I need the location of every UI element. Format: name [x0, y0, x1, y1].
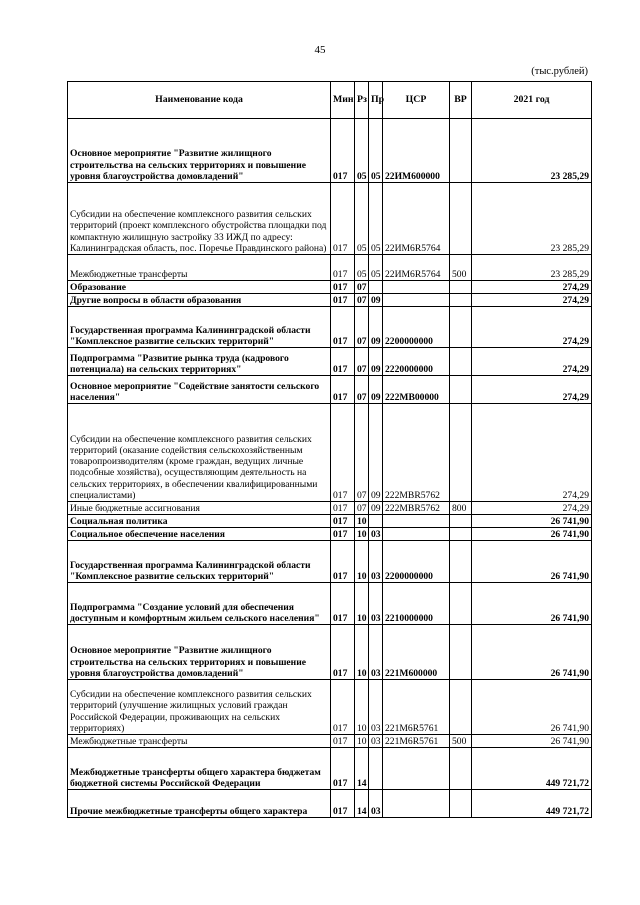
cell-pr: 09: [369, 294, 383, 307]
cell-rz: 07: [355, 281, 369, 294]
cell-rz: 07: [355, 307, 369, 348]
cell-pr: 03: [369, 790, 383, 818]
cell-rz: 07: [355, 502, 369, 515]
cell-pr: 03: [369, 541, 383, 583]
table-row: [68, 541, 592, 583]
cell-name: Основное мероприятие "Развитие жилищного строительства на сельских территориях и повышение уровня благоустройства домовладений": [68, 119, 331, 183]
cell-min: 017: [331, 680, 355, 735]
table-row: [68, 583, 592, 625]
cell-min: 017: [331, 735, 355, 748]
cell-min: 017: [331, 119, 355, 183]
cell-csr: 221М600000: [383, 625, 450, 680]
cell-amount: 23 285,29: [472, 183, 592, 255]
cell-vr: [450, 790, 472, 818]
cell-amount: 26 741,90: [472, 541, 592, 583]
cell-vr: [450, 183, 472, 255]
cell-amount: 26 741,90: [472, 528, 592, 541]
cell-min: 017: [331, 404, 355, 502]
cell-vr: [450, 528, 472, 541]
table-row: [68, 294, 592, 307]
cell-rz: 07: [355, 376, 369, 404]
cell-pr: 09: [369, 404, 383, 502]
cell-pr: 05: [369, 255, 383, 281]
table-row: [68, 376, 592, 404]
cell-vr: [450, 307, 472, 348]
cell-amount: 274,29: [472, 348, 592, 376]
cell-name: Межбюджетные трансферты: [68, 735, 331, 748]
table-body: [68, 119, 592, 818]
cell-vr: [450, 119, 472, 183]
cell-rz: 07: [355, 294, 369, 307]
cell-vr: [450, 376, 472, 404]
cell-pr: 03: [369, 680, 383, 735]
cell-vr: [450, 625, 472, 680]
cell-min: 017: [331, 294, 355, 307]
cell-amount: 274,29: [472, 502, 592, 515]
table-row: [68, 515, 592, 528]
cell-min: 017: [331, 281, 355, 294]
cell-name: Прочие межбюджетные трансферты общего характера: [68, 790, 331, 818]
table-row: [68, 119, 592, 183]
cell-min: 017: [331, 376, 355, 404]
cell-min: 017: [331, 625, 355, 680]
cell-name: Образование: [68, 281, 331, 294]
cell-pr: 05: [369, 119, 383, 183]
cell-csr: [383, 790, 450, 818]
cell-min: 017: [331, 307, 355, 348]
cell-csr: 222МВR5762: [383, 502, 450, 515]
cell-rz: 10: [355, 541, 369, 583]
cell-rz: 14: [355, 790, 369, 818]
cell-amount: 26 741,90: [472, 680, 592, 735]
cell-rz: 10: [355, 583, 369, 625]
table-row: [68, 735, 592, 748]
cell-vr: [450, 583, 472, 625]
cell-amount: 26 741,90: [472, 735, 592, 748]
cell-pr: 03: [369, 625, 383, 680]
cell-name: Государственная программа Калининградской области "Комплексное развитие сельских территорий": [68, 307, 331, 348]
cell-name: Основное мероприятие "Развитие жилищного строительства на сельских территориях и повышение уровня благоустройства домовладений": [68, 625, 331, 680]
cell-pr: 03: [369, 528, 383, 541]
cell-min: 017: [331, 790, 355, 818]
cell-csr: 221М6R5761: [383, 735, 450, 748]
cell-min: 017: [331, 183, 355, 255]
cell-csr: 2200000000: [383, 307, 450, 348]
units-label: (тыс.рублей): [531, 66, 588, 77]
cell-pr: 05: [369, 183, 383, 255]
cell-name: Социальная политика: [68, 515, 331, 528]
cell-csr: [383, 528, 450, 541]
cell-pr: [369, 281, 383, 294]
table-row: [68, 183, 592, 255]
table-row: [68, 281, 592, 294]
cell-min: 017: [331, 541, 355, 583]
header-csr: ЦСР: [383, 82, 450, 119]
cell-name: Субсидии на обеспечение комплексного развития сельских территорий (улучшение жилищных условий граждан Российской Федерации, проживающих на сельских территориях): [68, 680, 331, 735]
cell-rz: 10: [355, 528, 369, 541]
table-row: [68, 528, 592, 541]
cell-rz: 05: [355, 119, 369, 183]
cell-min: 017: [331, 348, 355, 376]
cell-vr: [450, 281, 472, 294]
cell-rz: 10: [355, 515, 369, 528]
cell-csr: 22ИМ6R5764: [383, 183, 450, 255]
cell-min: 017: [331, 748, 355, 790]
cell-name: Субсидии на обеспечение комплексного развития сельских территорий (оказание содействия сельскохозяйственным товаропроизводителям (кроме граждан, ведущих личные подсобные хозяйства), осуществляющим деятельность на сельских территориях, в обеспечении квалифицированными специалистами): [68, 404, 331, 502]
cell-vr: [450, 541, 472, 583]
cell-min: 017: [331, 528, 355, 541]
cell-rz: 07: [355, 348, 369, 376]
cell-csr: 221М6R5761: [383, 680, 450, 735]
header-min: Мин: [331, 82, 355, 119]
cell-min: 017: [331, 502, 355, 515]
cell-vr: [450, 294, 472, 307]
cell-rz: 10: [355, 680, 369, 735]
table-header-row: [68, 82, 592, 119]
cell-pr: 03: [369, 583, 383, 625]
table-row: [68, 790, 592, 818]
cell-name: Подпрограмма "Создание условий для обеспечения доступным и комфортным жильем сельского населения": [68, 583, 331, 625]
header-pr: Пр: [369, 82, 383, 119]
cell-name: Иные бюджетные ассигнования: [68, 502, 331, 515]
page-number: 45: [314, 44, 326, 56]
cell-amount: 26 741,90: [472, 515, 592, 528]
cell-vr: [450, 348, 472, 376]
table-row: [68, 307, 592, 348]
cell-vr: 500: [450, 255, 472, 281]
cell-name: Субсидии на обеспечение комплексного развития сельских территорий (проект комплексного обустройства площадки под компактную жилищную застройку 33 ИЖД по адресу: Калининградская область, пос. Поречье Правдинского района): [68, 183, 331, 255]
cell-csr: [383, 294, 450, 307]
cell-rz: 14: [355, 748, 369, 790]
header-rz: Рз: [355, 82, 369, 119]
cell-pr: 09: [369, 348, 383, 376]
cell-vr: [450, 404, 472, 502]
cell-csr: 2210000000: [383, 583, 450, 625]
cell-min: 017: [331, 515, 355, 528]
cell-amount: 23 285,29: [472, 119, 592, 183]
cell-name: Социальное обеспечение населения: [68, 528, 331, 541]
cell-rz: 07: [355, 404, 369, 502]
cell-pr: 09: [369, 307, 383, 348]
cell-name: Межбюджетные трансферты общего характера бюджетам бюджетной системы Российской Федерации: [68, 748, 331, 790]
cell-csr: [383, 748, 450, 790]
cell-name: Основное мероприятие "Содействие занятости сельского населения": [68, 376, 331, 404]
cell-amount: 274,29: [472, 281, 592, 294]
table-row: [68, 255, 592, 281]
cell-name: Межбюджетные трансферты: [68, 255, 331, 281]
cell-amount: 274,29: [472, 294, 592, 307]
cell-amount: 274,29: [472, 404, 592, 502]
cell-rz: 10: [355, 625, 369, 680]
cell-amount: 274,29: [472, 376, 592, 404]
cell-rz: 05: [355, 255, 369, 281]
cell-csr: 222МВR5762: [383, 404, 450, 502]
cell-csr: 22ИМ600000: [383, 119, 450, 183]
cell-vr: [450, 680, 472, 735]
cell-pr: [369, 748, 383, 790]
cell-rz: 10: [355, 735, 369, 748]
cell-csr: 2220000000: [383, 348, 450, 376]
header-name: Наименование кода: [68, 82, 331, 119]
cell-csr: 22ИМ6R5764: [383, 255, 450, 281]
cell-vr: 500: [450, 735, 472, 748]
cell-csr: 222МВ00000: [383, 376, 450, 404]
cell-amount: 274,29: [472, 307, 592, 348]
cell-min: 017: [331, 255, 355, 281]
cell-amount: 23 285,29: [472, 255, 592, 281]
cell-name: Подпрограмма "Развитие рынка труда (кадрового потенциала) на сельских территориях": [68, 348, 331, 376]
cell-csr: [383, 281, 450, 294]
cell-pr: 03: [369, 735, 383, 748]
cell-pr: 09: [369, 376, 383, 404]
table-row: [68, 404, 592, 502]
cell-name: Государственная программа Калининградской области "Комплексное развитие сельских территорий": [68, 541, 331, 583]
cell-pr: [369, 515, 383, 528]
cell-rz: 05: [355, 183, 369, 255]
cell-amount: 449 721,72: [472, 748, 592, 790]
cell-vr: [450, 748, 472, 790]
cell-pr: 09: [369, 502, 383, 515]
table-row: [68, 348, 592, 376]
cell-min: 017: [331, 583, 355, 625]
table-row: [68, 748, 592, 790]
cell-amount: 26 741,90: [472, 625, 592, 680]
cell-name: Другие вопросы в области образования: [68, 294, 331, 307]
header-vr: ВР: [450, 82, 472, 119]
cell-vr: [450, 515, 472, 528]
header-amount: 2021 год: [472, 82, 592, 119]
cell-csr: [383, 515, 450, 528]
table-row: [68, 625, 592, 680]
cell-csr: 2200000000: [383, 541, 450, 583]
table-row: [68, 502, 592, 515]
table-row: [68, 680, 592, 735]
cell-amount: 26 741,90: [472, 583, 592, 625]
cell-amount: 449 721,72: [472, 790, 592, 818]
budget-table: [67, 81, 592, 818]
cell-vr: 800: [450, 502, 472, 515]
